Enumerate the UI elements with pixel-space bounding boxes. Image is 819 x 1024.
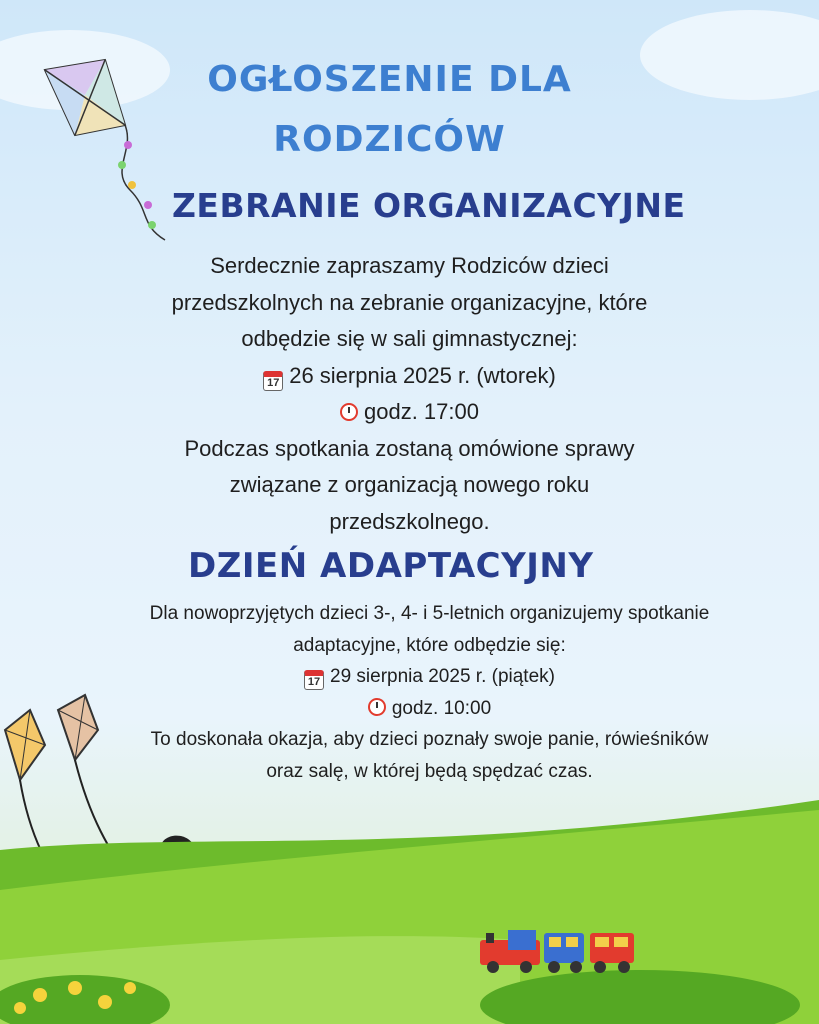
title-line-1: OGŁOSZENIE DLA bbox=[207, 59, 572, 100]
date-line bbox=[60, 358, 759, 395]
text-line: oraz salę, w której będą spędzać czas. bbox=[266, 760, 593, 782]
calendar-icon: 17 bbox=[263, 371, 283, 391]
date-line bbox=[40, 661, 819, 693]
grass-hills bbox=[0, 790, 819, 1024]
text-line: odbędzie się w sali gimnastycznej: bbox=[241, 326, 578, 351]
adaptation-date: 29 sierpnia 2025 r. (piątek) bbox=[330, 666, 555, 687]
text-line: Dla nowoprzyjętych dzieci 3-, 4- i 5-letnich organizujemy spotkanie bbox=[149, 603, 710, 624]
time-line bbox=[40, 693, 819, 725]
section-heading-meeting: ZEBRANIE ORGANIZACYJNE bbox=[172, 186, 686, 225]
section-body-meeting bbox=[60, 248, 759, 540]
text-line: To doskonała okazja, aby dzieci poznały swoje panie, rówieśników bbox=[150, 729, 709, 750]
toy-train-illustration bbox=[478, 925, 638, 975]
page-title bbox=[120, 50, 659, 170]
alarm-clock-icon bbox=[340, 403, 358, 421]
time-line bbox=[60, 394, 759, 431]
text-line: Podczas spotkania zostaną omówione sprawy bbox=[184, 435, 635, 461]
meeting-time: godz. 17:00 bbox=[364, 399, 479, 424]
cloud-right bbox=[640, 10, 819, 100]
text-line: przedszkolnego. bbox=[329, 508, 490, 534]
section-heading-adaptation: DZIEŃ ADAPTACYJNY bbox=[188, 546, 594, 586]
text-line: przedszkolnych na zebranie organizacyjne, które bbox=[171, 289, 648, 315]
section-body-adaptation bbox=[40, 598, 819, 787]
text-line: Serdecznie zapraszamy Rodziców dzieci bbox=[210, 253, 609, 278]
calendar-icon: 17 bbox=[304, 670, 324, 690]
adaptation-time: godz. 10:00 bbox=[391, 697, 492, 719]
title-line-2: RODZICÓW bbox=[273, 119, 506, 160]
text-line: adaptacyjne, które odbędzie się: bbox=[293, 634, 566, 656]
meeting-date: 26 sierpnia 2025 r. (wtorek) bbox=[289, 362, 556, 388]
text-line: związane z organizacją nowego roku bbox=[229, 472, 590, 497]
alarm-clock-icon bbox=[368, 698, 386, 716]
